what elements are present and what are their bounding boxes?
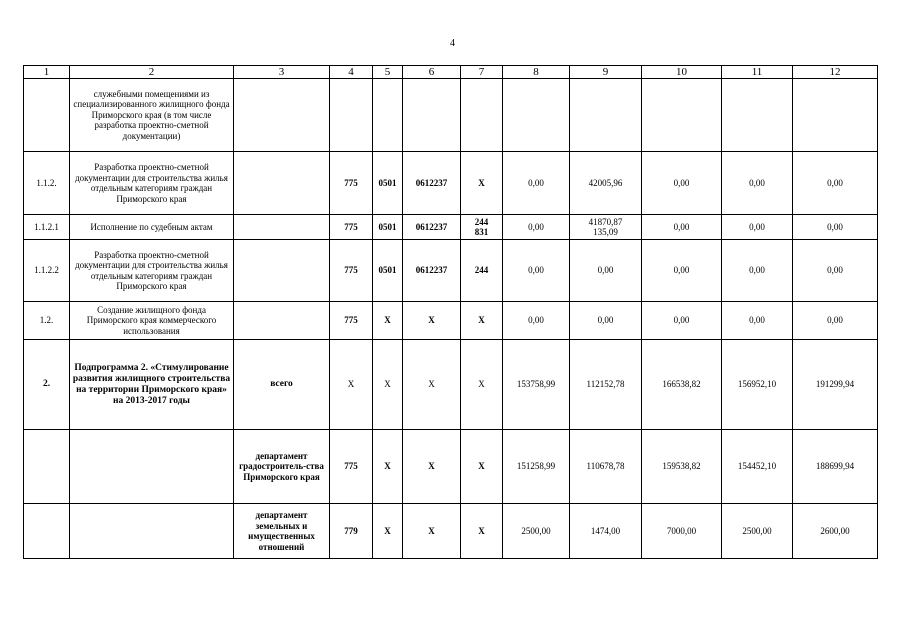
cell-c7 <box>461 79 503 152</box>
cell-c10: 0,00 <box>642 152 722 215</box>
cell-c11: 0,00 <box>722 152 793 215</box>
cell-c4: 779 <box>330 504 373 559</box>
row-executor <box>234 240 330 302</box>
header-cell: 6 <box>403 66 461 79</box>
table-row <box>24 240 878 302</box>
row-name: Исполнение по судебным актам <box>70 215 234 240</box>
cell-c7: X <box>461 504 503 559</box>
cell-c11: 156952,10 <box>722 340 793 430</box>
cell-c8: 0,00 <box>503 215 570 240</box>
cell-c7-line2: 831 <box>474 227 489 237</box>
table-row <box>24 79 878 152</box>
cell-c9: 0,00 <box>570 302 642 340</box>
cell-c12: 2600,00 <box>793 504 878 559</box>
header-cell: 10 <box>642 66 722 79</box>
header-cell: 9 <box>570 66 642 79</box>
cell-c9 <box>570 79 642 152</box>
header-cell: 3 <box>234 66 330 79</box>
cell-c11: 0,00 <box>722 240 793 302</box>
cell-c4 <box>330 79 373 152</box>
cell-c5: 0501 <box>373 215 403 240</box>
cell-c11 <box>722 79 793 152</box>
cell-c4: 775 <box>330 430 373 504</box>
table-row <box>24 340 878 430</box>
header-cell: 8 <box>503 66 570 79</box>
row-executor <box>234 302 330 340</box>
cell-c8: 0,00 <box>503 240 570 302</box>
row-name: Разработка проектно-сметной документации для строительства жилья отдельным категориям граждан Приморского края <box>70 152 234 215</box>
cell-c7: X <box>461 302 503 340</box>
cell-c5: X <box>373 430 403 504</box>
page-number: 4 <box>450 38 455 49</box>
cell-c10: 7000,00 <box>642 504 722 559</box>
cell-c9: 112152,78 <box>570 340 642 430</box>
cell-c11: 154452,10 <box>722 430 793 504</box>
cell-c12: 0,00 <box>793 152 878 215</box>
cell-c4: 775 <box>330 240 373 302</box>
table-row <box>24 430 878 504</box>
cell-c12: 0,00 <box>793 215 878 240</box>
header-cell: 4 <box>330 66 373 79</box>
row-number <box>24 430 70 504</box>
cell-c9-line1: 41870,87 <box>588 216 623 227</box>
row-executor <box>234 152 330 215</box>
cell-c6: X <box>403 340 461 430</box>
cell-c8: 0,00 <box>503 152 570 215</box>
row-executor: департамент земельных и имущественных отношений <box>234 504 330 559</box>
cell-c12 <box>793 79 878 152</box>
table-row <box>24 215 878 240</box>
row-name <box>70 504 234 559</box>
cell-c7: X <box>461 340 503 430</box>
row-executor: всего <box>234 340 330 430</box>
cell-c6: X <box>403 430 461 504</box>
cell-c8: 0,00 <box>503 302 570 340</box>
cell-c9-line2: 135,09 <box>593 227 618 237</box>
row-number: 1.1.2.1 <box>24 215 70 240</box>
cell-c8: 2500,00 <box>503 504 570 559</box>
row-name: Подпрограмма 2. «Стимулирование развития жилищного строительства на территории Приморского края» на 2013-2017 годы <box>70 340 234 430</box>
header-cell: 11 <box>722 66 793 79</box>
cell-c9: 0,00 <box>570 240 642 302</box>
cell-c7 <box>461 215 503 240</box>
row-number: 1.1.2.2 <box>24 240 70 302</box>
cell-c5: 0501 <box>373 240 403 302</box>
cell-c10: 166538,82 <box>642 340 722 430</box>
cell-c6: X <box>403 504 461 559</box>
header-cell: 12 <box>793 66 878 79</box>
cell-c9: 42005,96 <box>570 152 642 215</box>
header-cell: 7 <box>461 66 503 79</box>
row-name: Разработка проектно-сметной документации для строительства жилья отдельным категориям граждан Приморского края <box>70 240 234 302</box>
cell-c10: 0,00 <box>642 302 722 340</box>
row-executor <box>234 215 330 240</box>
cell-c10 <box>642 79 722 152</box>
cell-c12: 188699,94 <box>793 430 878 504</box>
header-cell: 2 <box>70 66 234 79</box>
cell-c5: 0501 <box>373 152 403 215</box>
row-number: 1.1.2. <box>24 152 70 215</box>
cell-c10: 0,00 <box>642 215 722 240</box>
cell-c8: 151258,99 <box>503 430 570 504</box>
header-cell: 5 <box>373 66 403 79</box>
cell-c9: 1474,00 <box>570 504 642 559</box>
cell-c4: 775 <box>330 215 373 240</box>
cell-c8: 153758,99 <box>503 340 570 430</box>
cell-c9: 110678,78 <box>570 430 642 504</box>
cell-c8 <box>503 79 570 152</box>
cell-c9 <box>570 215 642 240</box>
header-row <box>24 66 878 79</box>
row-number <box>24 79 70 152</box>
row-name <box>70 430 234 504</box>
cell-c11: 0,00 <box>722 215 793 240</box>
cell-c12: 0,00 <box>793 240 878 302</box>
cell-c5: X <box>373 340 403 430</box>
cell-c12: 191299,94 <box>793 340 878 430</box>
cell-c11: 0,00 <box>722 302 793 340</box>
cell-c5: X <box>373 302 403 340</box>
cell-c10: 159538,82 <box>642 430 722 504</box>
row-name: Создание жилищного фонда Приморского края коммерческого использования <box>70 302 234 340</box>
row-number: 2. <box>24 340 70 430</box>
cell-c7: 244 <box>461 240 503 302</box>
cell-c10: 0,00 <box>642 240 722 302</box>
row-executor <box>234 79 330 152</box>
cell-c5: X <box>373 504 403 559</box>
header-cell: 1 <box>24 66 70 79</box>
cell-c7-line1: 244 <box>474 216 489 227</box>
cell-c6: 0612237 <box>403 152 461 215</box>
row-name: служебными помещениями из специализированного жилищного фонда Приморского края (в том числе разработка проектно-сметной документации) <box>70 79 234 152</box>
cell-c7: X <box>461 152 503 215</box>
row-executor: департамент градостроитель-ства Приморского края <box>234 430 330 504</box>
cell-c4: 775 <box>330 302 373 340</box>
cell-c4: 775 <box>330 152 373 215</box>
cell-c5 <box>373 79 403 152</box>
row-number: 1.2. <box>24 302 70 340</box>
cell-c11: 2500,00 <box>722 504 793 559</box>
cell-c6: X <box>403 302 461 340</box>
cell-c6: 0612237 <box>403 240 461 302</box>
cell-c7: X <box>461 430 503 504</box>
row-number <box>24 504 70 559</box>
cell-c4: X <box>330 340 373 430</box>
cell-c6 <box>403 79 461 152</box>
cell-c12: 0,00 <box>793 302 878 340</box>
cell-c6: 0612237 <box>403 215 461 240</box>
table-row <box>24 302 878 340</box>
budget-table <box>23 65 878 559</box>
table-row <box>24 504 878 559</box>
table-row <box>24 152 878 215</box>
